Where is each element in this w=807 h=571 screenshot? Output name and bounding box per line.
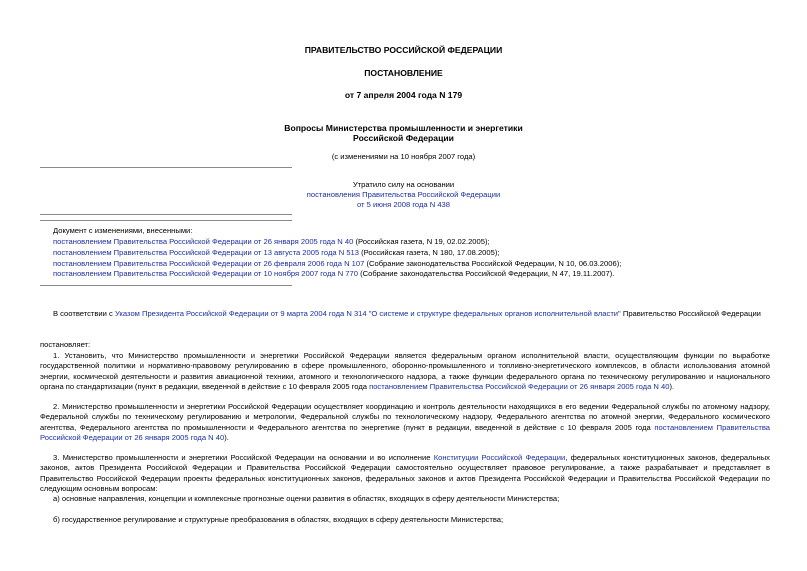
paragraph-3	[40, 453, 770, 495]
document-type: ПОСТАНОВЛЕНИЕ	[364, 68, 443, 78]
repeal-link-line1[interactable]: постановления Правительства Российской Федерации	[306, 190, 501, 199]
paragraph-1	[40, 351, 770, 393]
paragraph-2-link[interactable]: постановлением Правительства Российской Федерации от 26 января 2005 года N 40	[40, 422, 771, 443]
document-date-number: от 7 апреля 2004 года N 179	[344, 90, 463, 100]
paragraph-2-end: ).	[224, 433, 229, 443]
government-title: ПРАВИТЕЛЬСТВО РОССИЙСКОЙ ФЕДЕРАЦИИ	[304, 45, 503, 55]
paragraph-3-text-end: , федеральных конституционных законов, федеральных законов, актов Президента Российской Федерации и Правительства Российской Федерации самостоятельно осуществляет правовое регулирование, а также разрабатывает и представляет в Правительство Российской Федерации проекты федеральных конституционных законов, федеральных законов и актов Президента Российской Федерации и Правительства Российской Федерации по следующим основным вопросам:	[40, 453, 770, 494]
divider	[40, 220, 292, 221]
document-title-line2: Российской Федерации	[353, 133, 454, 143]
constitution-link[interactable]: Конституции Российской Федерации	[433, 453, 566, 462]
decides-text: постановляет:	[40, 340, 91, 349]
presidential-decree-link[interactable]: Указом Президента Российской Федерации от 9 марта 2004 года N 314 "О системе и структуре федеральных органов исполнительной власти"	[114, 309, 621, 318]
item-b: б) государственное регулирование и структурные преобразования в областях, входящих в сферу деятельности Министерства;	[53, 515, 504, 524]
amendments-intro: Документ с изменениями, внесенными:	[53, 226, 193, 235]
list-item	[53, 269, 614, 279]
list-item	[53, 259, 621, 269]
repeal-note: Утратило силу на основании	[352, 180, 455, 189]
document-title-line1: Вопросы Министерства промышленности и энергетики	[284, 123, 523, 133]
amendment-link-1[interactable]: постановлением Правительства Российской Федерации от 26 января 2005 года N 40	[53, 237, 354, 246]
repeal-link-line2[interactable]: от 5 июня 2008 года N 438	[356, 200, 451, 209]
amendment-link-2[interactable]: постановлением Правительства Российской Федерации от 13 августа 2005 года N 513	[53, 248, 359, 257]
edition-note: (с изменениями на 10 ноября 2007 года)	[331, 152, 476, 161]
paragraph-3-text: 3. Министерство промышленности и энергетики Российской Федерации на основании и во исполнение	[53, 453, 434, 462]
amendment-source-1: (Российская газета, N 19, 02.02.2005);	[353, 237, 490, 246]
amendment-source-2: (Российская газета, N 180, 17.08.2005);	[359, 248, 500, 257]
paragraph-2	[40, 402, 770, 444]
amendment-source-4: (Собрание законодательства Российской Федерации, N 47, 19.11.2007).	[357, 269, 615, 278]
list-item	[53, 237, 490, 247]
amendment-link-4[interactable]: постановлением Правительства Российской Федерации от 10 ноября 2007 года N 770	[53, 269, 358, 278]
divider	[40, 214, 292, 215]
paragraph-2-text: 2. Министерство промышленности и энергетики Российской Федерации осуществляет координацию и контроль деятельности находящихся в его ведении Федеральной службы по атомному надзору, Федеральной службы по техническому регулированию и метрологии, Федеральной службы по технологическому надзору, Федерального агентства по атомной энергии, Федерального космического агентства, Федерального агентства по промышленности и Федерального агентства по энергетике (пункт в редакции, введенной в действие с 10 февраля 2005 года	[40, 402, 770, 432]
paragraph-1-link[interactable]: постановлением Правительства Российской Федерации от 26 января 2005 года N 40	[369, 382, 670, 392]
amendment-source-3: (Собрание законодательства Российской Федерации, N 10, 06.03.2006);	[364, 259, 622, 268]
divider	[40, 167, 292, 168]
preamble-text-end: Правительство Российской Федерации	[620, 309, 761, 318]
amendment-link-3[interactable]: постановлением Правительства Российской Федерации от 26 февраля 2006 года N 107	[53, 259, 365, 268]
divider	[40, 285, 292, 286]
list-item	[53, 248, 499, 258]
preamble	[53, 309, 761, 319]
preamble-text: В соответствии с	[53, 309, 115, 318]
item-a: а) основные направления, концепции и комплексные прогнозные оценки развития в областях, входящих в сферу деятельности Министерства;	[53, 494, 560, 503]
paragraph-1-end: ).	[669, 382, 675, 392]
paragraph-1-text: 1. Установить, что Министерство промышленности и энергетики Российской Федерации является федеральным органом исполнительной власти, осуществляющим функции по выработке государственной политики и нормативно-правовому регулированию в сфере промышленного, оборонно-промышленного и топливно-энергетического комплексов, в области использования атомной энергии, космической деятельности и развития авиационной техники, атомного и технологического надзора, а также функции федерального органа по техническому регулированию и национального органа по стандартизации (пункт в редакции, введенной в действие с 10 февраля 2005 года	[40, 351, 770, 392]
